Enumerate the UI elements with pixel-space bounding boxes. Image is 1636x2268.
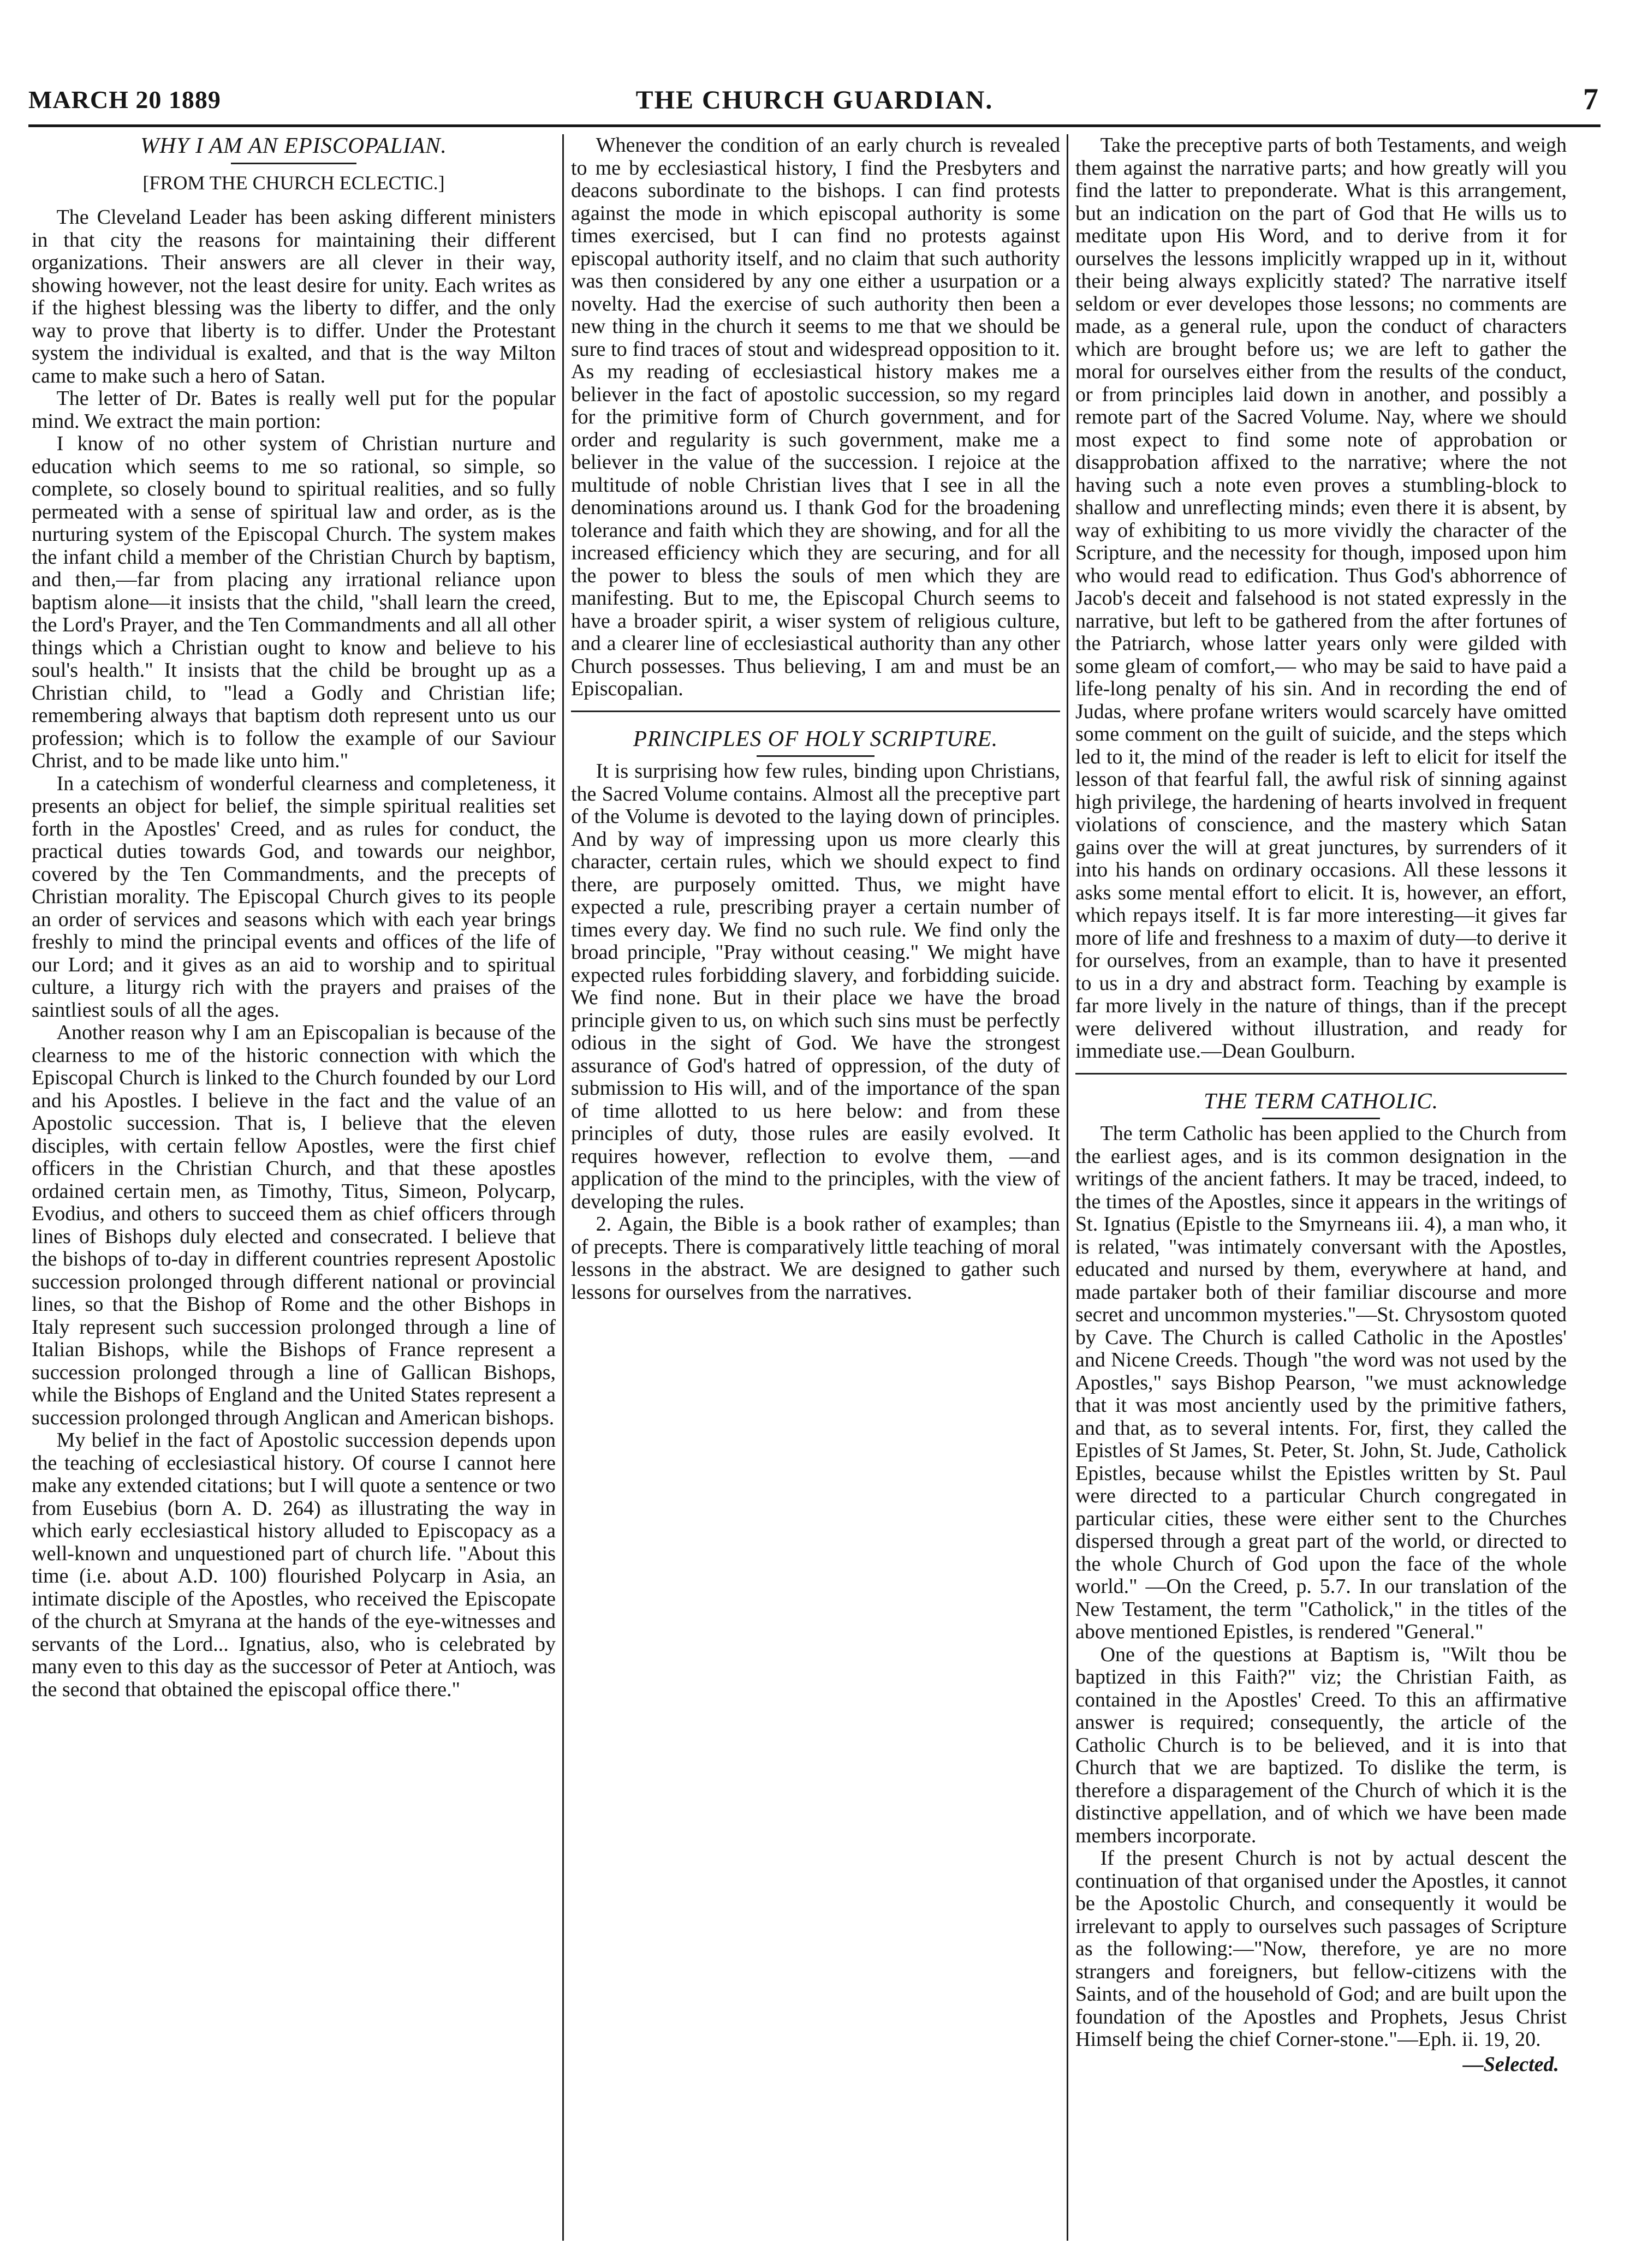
title-rule	[231, 163, 356, 164]
article-paragraph: 2. Again, the Bible is a book rather of examples; than of precepts. There is comparatively little teaching of moral lessons in the abstract. We are designed to gather such lessons for ourselves from the narratives.	[571, 1213, 1060, 1304]
column-3	[1075, 134, 1567, 2246]
article-signature: —Selected.	[1462, 2052, 1559, 2076]
article-title: PRINCIPLES OF HOLY SCRIPTURE.	[633, 725, 998, 751]
page-number: 7	[1583, 82, 1598, 116]
article-paragraph: The Cleveland Leader has been asking different ministers in that city the reasons for maintaining their different organizations. Their answers are all clever in their way, showing however, not the least desire for unity. Each writes as if the highest blessing was the liberty to differ, and the only way to prove that liberty is to differ. Under the Protestant system the individual is exalted, and that is the way Milton came to make such a hero of Satan.	[32, 206, 556, 387]
article-paragraph: In a catechism of wonderful clearness and completeness, it presents an object for belief, the simple spiritual realities set forth in the Apostles' Creed, and as rules for conduct, the practical duties towards God, and towards our neighbor, covered by the Ten Commandments, and the precepts of Christian morality. The Episcopal Church gives to its people an order of services and seasons which with each year brings freshly to mind the principal events and offices of the life of our Lord; and it gives as an aid to worship and to spiritual culture, a liturgy rich with the prayers and praises of the saintliest souls of all the ages.	[32, 772, 556, 1022]
column-divider	[1067, 134, 1068, 2241]
article-separator	[1075, 1073, 1567, 1075]
article-title: THE TERM CATHOLIC.	[1204, 1088, 1438, 1113]
article-paragraph: Another reason why I am an Episcopalian is because of the clearness to me of the historic connection with which the Episcopal Church is linked to the Church founded by our Lord and his Apostles. I believe in the fact and the value of an Apostolic succession. That is, I believe that the eleven disciples, with certain fellow Apostles, were the first chief officers in the Christian Church, and that these apostles ordained certain men, as Timothy, Titus, Simeon, Polycarp, Evodius, and others to succeed them as chief officers through lines of Bishops duly elected and consecrated. I believe that the bishops of to-day in different countries represent Apostolic succession prolonged through different national or provincial lines, so that the Bishop of Rome and the other Bishops in Italy represent such succession prolonged through a line of Italian Bishops, while the Bishops of France represent a succession prolonged through a line of Gallican Bishops, while the Bishops of England and the United States represent a succession prolonged through Anglican and American bishops.	[32, 1021, 556, 1429]
issue-date: MARCH 20 1889	[28, 86, 221, 114]
newspaper-title: THE CHURCH GUARDIAN.	[635, 86, 994, 115]
article-paragraph: The term Catholic has been applied to the Church from the earliest ages, and is its common designation in the writings of the ancient fathers. It may be traced, indeed, to the times of the Apostles, since it appears in the writings of St. Ignatius (Epistle to the Smyrneans iii. 4), a man who, it is related, "was intimately conversant with the Apostles, educated and nursed by them, everywhere at hand, and made partaker both of their familiar discourse and more secret and uncommon mysteries."—St. Chrysostom quoted by Cave. The Church is called Catholic in the Apostles' and Nicene Creeds. Though "the word was not used by the Apostles," says Bishop Pearson, "we must acknowledge that it was most anciently used by the primitive fathers, and that, as to several intents. For, first, they called the Epistles of St James, St. Peter, St. John, St. Jude, Catholick Epistles, because whilst the Epistles written by St. Paul were directed to a particular Church congregated in particular cities, these were either sent to the Churches dispersed through a great part of the world, or directed to the whole Church of God upon the face of the whole world." —On the Creed, p. 5.7. In our translation of the New Testament, the term "Catholick," in the titles of the above mentioned Epistles, is rendered "General."	[1075, 1122, 1567, 1643]
article-source: [FROM THE CHURCH ECLECTIC.]	[142, 171, 445, 194]
masthead	[28, 82, 1601, 123]
title-rule	[1262, 1118, 1380, 1119]
article-paragraph: If the present Church is not by actual descent the continuation of that organised under the Apostles, it cannot be the Apostolic Church, and consequently it would be irrelevant to apply to ourselves such passages of Scripture as the following:—"Now, therefore, ye are no more strangers and foreigners, but fellow-citizens with the Saints, and of the household of God; and are built upon the foundation of the Apostles and Prophets, Jesus Christ Himself being the chief Corner-stone."—Eph. ii. 19, 20.	[1075, 1847, 1567, 2051]
article-paragraph: One of the questions at Baptism is, "Wilt thou be baptized in this Faith?" viz; the Christian Faith, as contained in the Apostles' Creed. To this an affirmative answer is required; consequently, the article of the Catholic Church is to be believed, and it is into that Church that we are baptized. To dislike the term, is therefore a disparagement of the Church of which it is the distinctive appellation, and of which we have been made members incorporate.	[1075, 1643, 1567, 1847]
article-paragraph: I know of no other system of Christian nurture and education which seems to me so rational, so simple, so complete, so closely bound to spiritual realities, and so fully permeated with a sense of spiritual law and order, as is the nurturing system of the Episcopal Church. The system makes the infant child a member of the Christian Church by baptism, and then,—far from placing any irrational reliance upon baptism alone—it insists that the child, "shall learn the creed, the Lord's Prayer, and the Ten Commandments and all all other things which a Christian ought to know and believe to his soul's health." It insists that the child be brought up as a Christian child, to "lead a Godly and Christian life; remembering always that baptism doth represent unto us our profession; which is to follow the example of our Saviour Christ, and to be made like unto him."	[32, 432, 556, 772]
article-paragraph: My belief in the fact of Apostolic succession depends upon the teaching of ecclesiastical history. Of course I cannot here make any extended citations; but I will quote a sentence or two from Eusebius (born A. D. 264) as illustrating the way in which early ecclesiastical history alluded to Episcopacy as a well-known and unquestioned part of church life. "About this time (i.e. about A.D. 100) flourished Polycarp in Asia, an intimate disciple of the Apostles, who received the Episcopate of the church at Smyrana at the hands of the eye-witnesses and servants of the Lord... Ignatius, also, who is celebrated by many even to this day as the successor of Peter at Antioch, was the second that obtained the episcopal office there."	[32, 1429, 556, 1701]
article-paragraph: Whenever the condition of an early church is revealed to me by ecclesiastical history, I find the Presbyters and deacons subordinate to the bishops. I can find protests against the mode in which episcopal authority is some times exercised, but I can find no protests against episcopal authority itself, and no claim that such authority was then considered by any one either a usurpation or a novelty. Had the exercise of such authority then been a new thing in the church it seems to me that we should be sure to find traces of stout and widespread opposition to it. As my reading of ecclesiastical history makes me a believer in the fact of apostolic succession, so my regard for the primitive form of Church government, and for order and regularity is such government, make me a believer in the value of the succession. I rejoice at the multitude of noble Christian lives that I see in all the denominations around us. I thank God for the broadening tolerance and faith which they are showing, and for all the increased efficiency which they are securing, and for all the power to bless the souls of men which they are manifesting. But to me, the Episcopal Church seems to have a broader spirit, a wiser system of religious culture, and a clearer line of ecclesiastical authority than any other Church possesses. Thus believing, I am and must be an Episcopalian.	[571, 134, 1060, 700]
article-separator	[571, 711, 1060, 712]
column-2	[571, 134, 1060, 2246]
column-divider	[562, 134, 564, 2241]
article-title: WHY I AM AN EPISCOPALIAN.	[140, 133, 447, 158]
article-paragraph: It is surprising how few rules, binding upon Christians, the Sacred Volume contains. Almost all the preceptive part of the Volume is devoted to the laying down of principles. And by way of impressing upon us more clearly this character, certain rules, which we should expect to find there, are purposely omitted. Thus, we might have expected a rule, prescribing prayer a certain number of times every day. We find no such rule. We find only the broad principle, "Pray without ceasing." We might have expected rules forbidding slavery, and forbidding suicide. We find none. But in their place we have the broad principle given to us, on which such sins must be perfectly odious in the sight of God. We have the strongest assurance of God's hatred of oppression, of the duty of submission to His will, and of the importance of the span of time allotted to us here below: and from these principles of duty, those rules are easily evolved. It requires however, reflection to evolve them, —and application of the mind to the principles, with the view of developing the rules.	[571, 760, 1060, 1213]
column-1	[32, 134, 556, 2246]
article-paragraph: Take the preceptive parts of both Testaments, and weigh them against the narrative parts; and how greatly will you find the latter to preponderate. What is this arrangement, but an indication on the part of God that He wills us to meditate upon His Word, and to derive from it for ourselves the lessons implicitly wrapped up in it, without their being always explicitly stated? The narrative itself seldom or ever developes those lessons; no comments are made, as a general rule, upon the conduct of characters which are brought before us; we are left to gather the moral for ourselves either from the results of the conduct, or from principles laid down in another, and possibly a remote part of the Sacred Volume. Nay, where we should most expect to find some note of approbation or disapprobation affixed to the narrative; where the not having such a note even proves a stumbling-block to shallow and unreflecting minds; even there it is absent, by way of exhibiting to us more vividly the character of the Scripture, and the necessity for though, imposed upon him who would read to edification. Thus God's abhorrence of Jacob's deceit and falsehood is not stated expressly in the narrative, but left to be gathered from the after fortunes of the Patriarch, whose latter years only were gilded with some gleam of comfort,— who may be said to have paid a life-long penalty of his sin. And in recording the end of Judas, where profane writers would scarcely have omitted some comment on the guilt of suicide, and the steps which led to it, the mind of the reader is left to elicit for itself the lesson of that fearful fall, the awful risk of sinning against high privilege, the hardening of hearts involved in frequent violations of conscience, and the mastery which Satan gains over the will at great junctures, by surrenders of it into his hands on ordinary occasions. All these lessons it asks some mental effort to elicit. It is, however, an effort, which repays itself. It is far more interesting—it gives far more of life and freshness to a maxim of duty—to derive it for ourselves, from an example, than to have it presented to us in a dry and abstract form. Teaching by example is far more lively in the nature of things, than if the precept were delivered without illustration, and ready for immediate use.—Dean Goulburn.	[1075, 134, 1567, 1063]
masthead-rule	[28, 124, 1601, 127]
title-rule	[757, 755, 874, 757]
article-paragraph: The letter of Dr. Bates is really well put for the popular mind. We extract the main portion:	[32, 387, 556, 433]
